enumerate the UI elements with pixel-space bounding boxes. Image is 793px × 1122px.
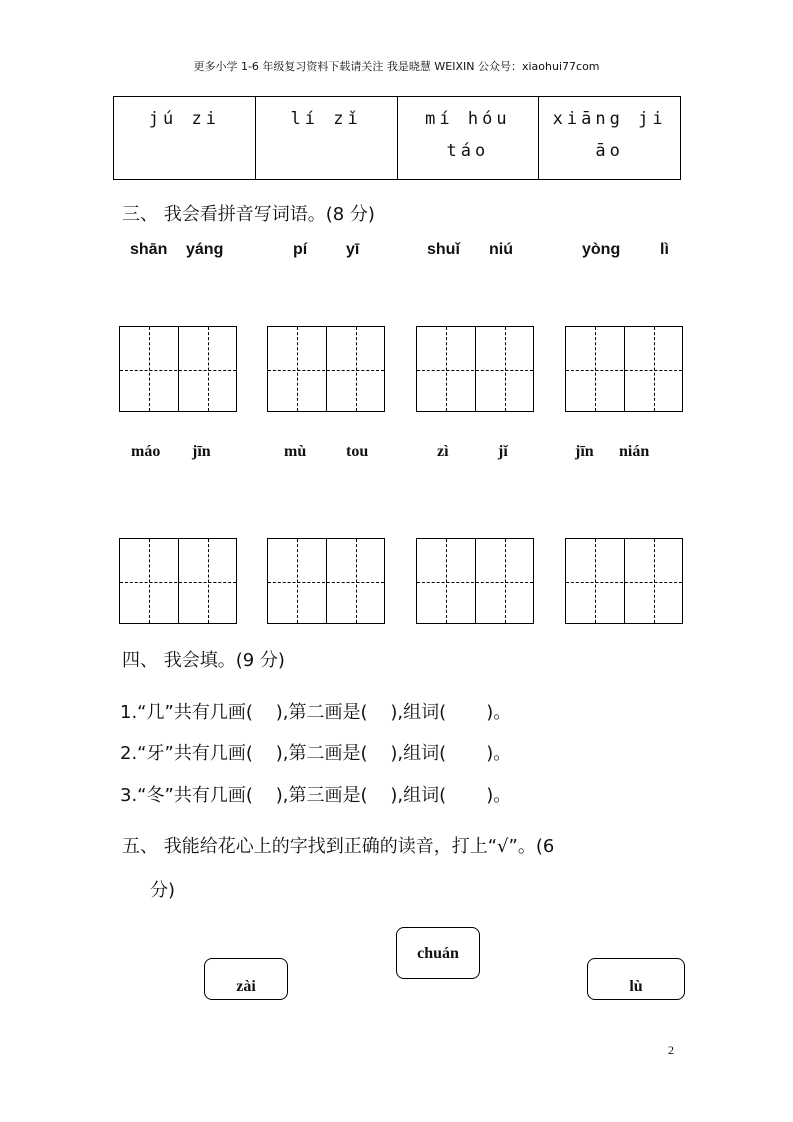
section5-title: 五、 我能给花心上的字找到正确的读音，打上“√”。(6 <box>122 836 555 857</box>
writing-grid[interactable] <box>267 538 385 624</box>
pinyin-syllable: pí <box>293 241 308 258</box>
writing-grid[interactable] <box>119 538 237 624</box>
writing-grid[interactable] <box>416 326 534 412</box>
fill-question: 1.“几”共有几画( ),第二画是( ),组词( )。 <box>120 702 512 723</box>
cell-line1: xiāng ji <box>552 109 667 129</box>
cell-line2: táo <box>446 141 490 161</box>
cell-line2: āo <box>595 141 624 161</box>
pinyin-syllable: niú <box>489 241 513 258</box>
cell-line1: lí zǐ <box>290 109 362 129</box>
table-cell <box>539 97 681 180</box>
pinyin-choice-box[interactable]: zài <box>204 958 288 1000</box>
cell-line1: jú zi <box>148 109 220 129</box>
pinyin-syllable: máo <box>131 443 161 460</box>
pinyin-choice-box[interactable]: chuán <box>396 927 480 979</box>
table-cell <box>255 97 397 180</box>
page-number: 2 <box>668 1043 674 1057</box>
writing-grid[interactable] <box>267 326 385 412</box>
pinyin-syllable: shān <box>130 241 168 258</box>
pinyin-syllable: tou <box>346 443 369 460</box>
page-header: 更多小学 1-6 年级复习资料下载请关注 我是晓慧 WEIXIN 公众号：xiaohui77com <box>193 60 600 73</box>
section4-title: 四、 我会填。(9 分) <box>122 650 285 671</box>
pinyin-syllable: zì <box>437 443 449 460</box>
writing-grid[interactable] <box>119 326 237 412</box>
table-cell <box>397 97 539 180</box>
pinyin-syllable: jīn <box>192 443 211 460</box>
pinyin-syllable: jīn <box>575 443 594 460</box>
pinyin-syllable: lì <box>660 241 669 258</box>
pinyin-syllable: jǐ <box>498 443 508 460</box>
pinyin-syllable: yòng <box>582 241 621 258</box>
section5-title-cont: 分) <box>150 880 176 901</box>
cell-line1: mí hóu <box>425 109 511 129</box>
pinyin-syllable: mù <box>284 443 307 460</box>
section3-title: 三、 我会看拼音写词语。(8 分) <box>122 204 375 225</box>
writing-grid[interactable] <box>565 326 683 412</box>
pinyin-choice-box[interactable]: lù <box>587 958 685 1000</box>
pinyin-table <box>113 96 681 180</box>
pinyin-syllable: shuǐ <box>427 241 460 258</box>
pinyin-syllable: nián <box>619 443 650 460</box>
fill-question: 2.“牙”共有几画( ),第二画是( ),组词( )。 <box>120 743 512 764</box>
writing-grid[interactable] <box>416 538 534 624</box>
pinyin-syllable: yī <box>346 241 360 258</box>
pinyin-syllable: yáng <box>186 241 224 258</box>
fill-question: 3.“冬”共有几画( ),第三画是( ),组词( )。 <box>120 785 512 806</box>
writing-grid[interactable] <box>565 538 683 624</box>
table-cell <box>114 97 256 180</box>
